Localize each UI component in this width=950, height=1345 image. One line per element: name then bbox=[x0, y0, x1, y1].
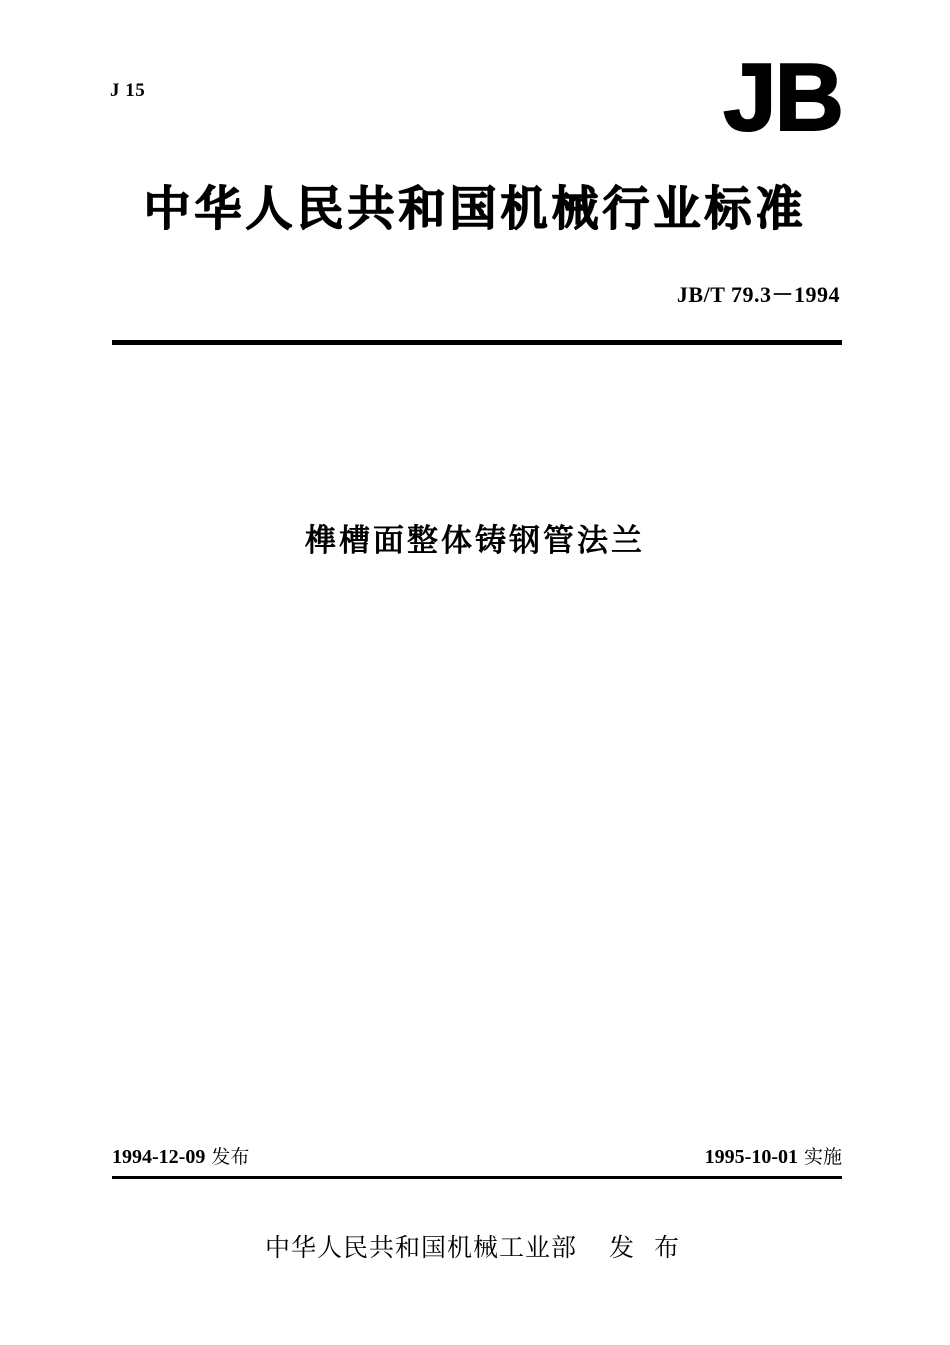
issuer-line bbox=[0, 1228, 950, 1264]
issue-date: 1994-12-09 bbox=[112, 1146, 206, 1168]
issue-label: 发布 bbox=[211, 1146, 250, 1168]
issuer-action: 发 布 bbox=[609, 1233, 685, 1262]
jb-logo: JB bbox=[723, 44, 842, 151]
footer-dates bbox=[112, 1135, 842, 1169]
issuer-name: 中华人民共和国机械工业部 bbox=[265, 1233, 578, 1262]
classification-code: J 15 bbox=[110, 80, 146, 101]
effective-date-group bbox=[705, 1142, 842, 1169]
effective-label: 实施 bbox=[803, 1146, 842, 1168]
footer-divider bbox=[112, 1176, 842, 1179]
page-title: 中华人民共和国机械行业标准 bbox=[143, 182, 807, 237]
effective-date: 1995-10-01 bbox=[704, 1146, 798, 1168]
issue-date-group bbox=[112, 1142, 249, 1169]
standard-number: JB/T 79.3－1994 bbox=[676, 282, 840, 307]
header-divider bbox=[112, 340, 842, 345]
document-title: 榫槽面整体铸钢管法兰 bbox=[305, 523, 645, 559]
